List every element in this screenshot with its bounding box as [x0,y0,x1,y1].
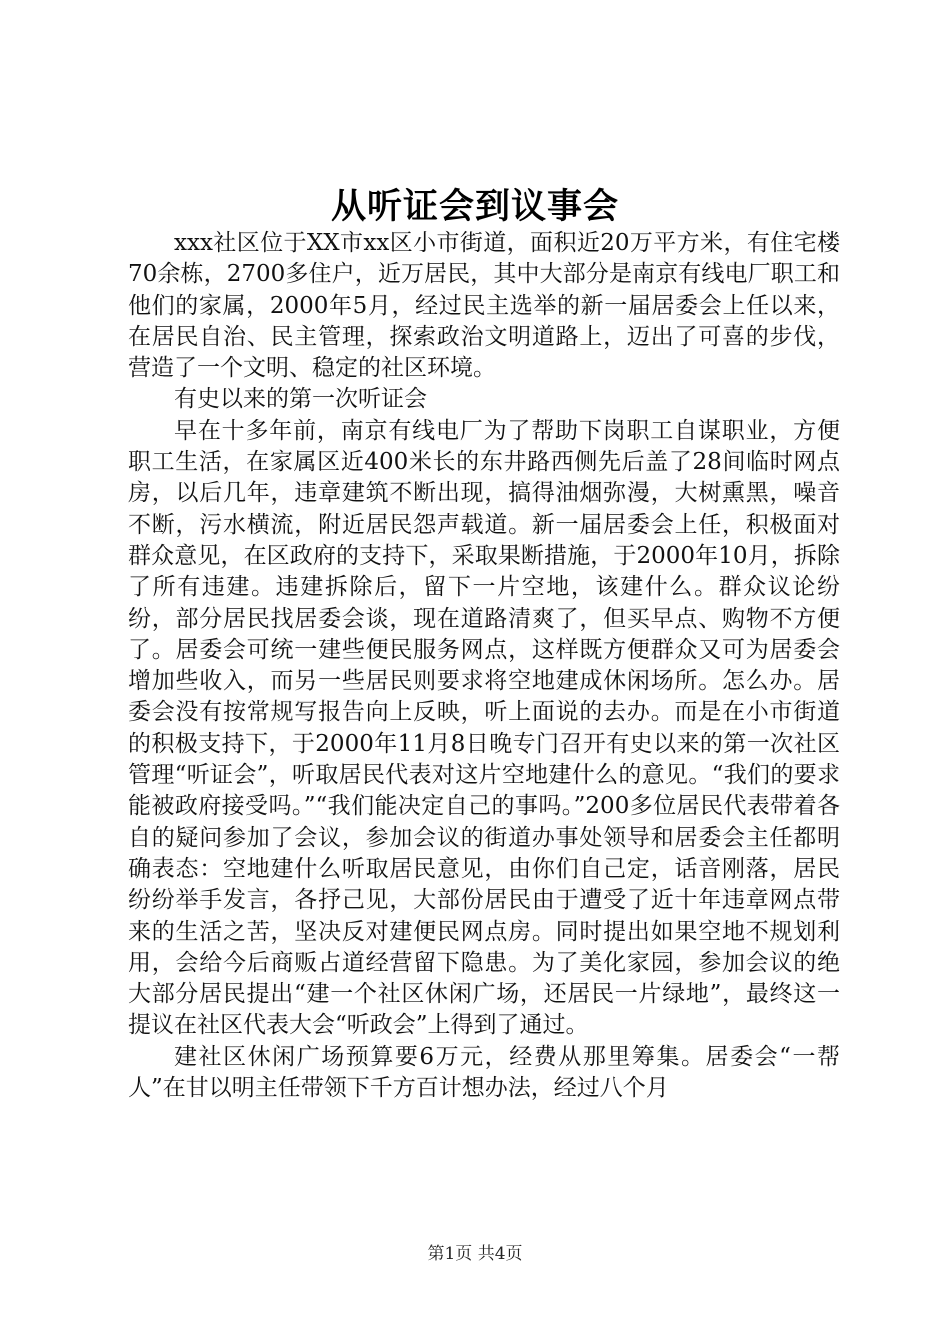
paragraph-intro: xxx社区位于XX市xx区小市街道，面积近20万平方米，有住宅楼70余栋，2700多住户，近万居民，其中大部分是南京有线电厂职工和他们的家属，2000年5月，经过民主选举的新一届居委会上任以来，在居民自治、民主管理，探索政治文明道路上，迈出了可喜的步伐，营造了一个文明、稳定的社区环境。 [128,230,840,382]
page-number-footer: 第1页 共4页 [427,1244,523,1264]
section-heading: 有史以来的第一次听证会 [174,386,427,413]
paragraph-budget: 建社区休闲广场预算要6万元，经费从那里筹集。居委会“一帮人”在甘以明主任带领下千方百计想办法，经过八个月 [128,1043,840,1102]
document-title: 从听证会到议事会 [330,186,619,227]
paragraph-hearing: 早在十多年前，南京有线电厂为了帮助下岗职工自谋职业，方便职工生活，在家属区近400米长的东井路西侧先后盖了28间临时网点房，以后几年，违章建筑不断出现，搞得油烟弥漫，大树熏黑，噪音不断，污水横流，附近居民怨声载道。新一届居委会上任，积极面对群众意见，在区政府的支持下，采取果断措施，于2000年10月，拆除了所有违建。违建拆除后，留下一片空地，该建什么。群众议论纷纷，部分居民找居委会谈，现在道路清爽了，但买早点、购物不方便了。居委会可统一建些便民服务网点，这样既方便群众又可为居委会增加些收入，而另一些居民则要求将空地建成休闲场所。怎么办。居委会没有按常规写报告向上反映，听上面说的去办。而是在小市街道的积极支持下，于2000年11月8日晚专门召开有史以来的第一次社区管理“听证会”，听取居民代表对这片空地建什么的意见。“我们的要求能被政府接受吗。”“我们能决定自己的事吗。”200多位居民代表带着各自的疑问参加了会议，参加会议的街道办事处领导和居委会主任都明确表态：空地建什么听取居民意见，由你们自己定，话音刚落，居民纷纷举手发言，各抒己见，大部份居民由于遭受了近十年违章网点带来的生活之苦，坚决反对建便民网点房。同时提出如果空地不规划利用，会给今后商贩占道经营留下隐患。为了美化家园，参加会议的绝大部分居民提出“建一个社区休闲广场，还居民一片绿地”，最终这一提议在社区代表大会“听政会”上得到了通过。 [128,417,840,1039]
document-body [128,228,840,1104]
